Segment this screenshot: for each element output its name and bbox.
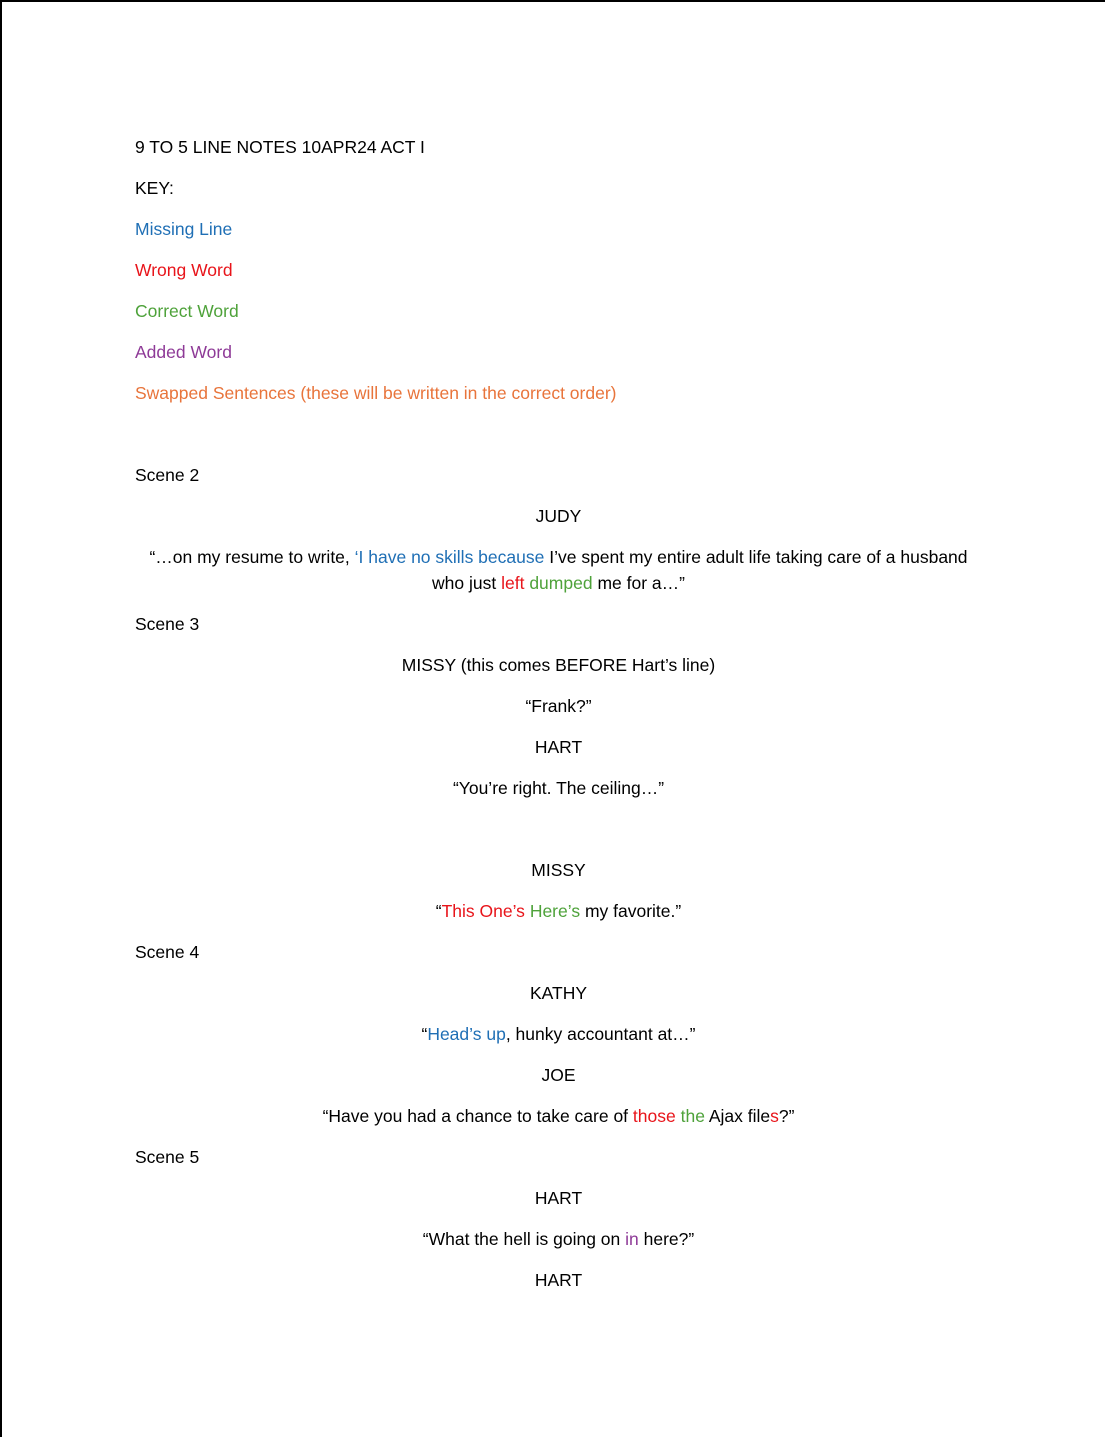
dialogue-text: “	[421, 1024, 428, 1044]
dialogue-text: “…on my resume to write,	[149, 547, 355, 567]
dialogue-text: Ajax file	[704, 1106, 771, 1126]
character-name: HART	[534, 737, 583, 757]
wrong-word-text: those	[632, 1106, 676, 1126]
key-wrong-word: Wrong Word	[135, 260, 233, 280]
character-name: MISSY (this comes BEFORE Hart’s line)	[401, 655, 716, 675]
dialogue-text: , hunky accountant at…”	[505, 1024, 696, 1044]
dialogue-text: here?”	[638, 1229, 695, 1249]
character-name: MISSY	[531, 860, 586, 880]
character-name: HART	[534, 1270, 583, 1290]
document-body	[135, 134, 982, 1308]
dialogue-text: I’ve spent my entire adult life taking care of a husband who just	[432, 547, 968, 593]
dialogue-line	[135, 1021, 982, 1047]
character-name: JUDY	[535, 506, 582, 526]
wrong-word-text: left	[501, 573, 525, 593]
dialogue-line: “Frank?”	[525, 696, 592, 716]
dialogue-text: ?”	[778, 1106, 795, 1126]
key-label: KEY:	[135, 178, 174, 198]
added-word-text: in	[625, 1229, 639, 1249]
character-name: JOE	[541, 1065, 576, 1085]
dialogue-line	[135, 544, 982, 596]
key-correct-word: Correct Word	[135, 301, 239, 321]
dialogue-text: me for a…”	[592, 573, 685, 593]
correct-word-text: Here’s	[529, 901, 581, 921]
dialogue-text: my favorite.”	[580, 901, 682, 921]
dialogue-line	[135, 898, 982, 924]
dialogue-text: “Have you had a chance to take care of	[322, 1106, 633, 1126]
dialogue-line	[135, 1103, 982, 1129]
blank-line	[135, 816, 982, 842]
key-missing-line: Missing Line	[135, 219, 233, 239]
wrong-word-text: s	[770, 1106, 779, 1126]
scene-heading: Scene 5	[135, 1147, 200, 1167]
missing-line-text: Head’s up	[427, 1024, 506, 1044]
correct-word-text: dumped	[529, 573, 593, 593]
character-name: KATHY	[529, 983, 588, 1003]
blank-line	[135, 421, 982, 447]
scene-heading: Scene 4	[135, 942, 200, 962]
scene-heading: Scene 2	[135, 465, 200, 485]
missing-line-text: ‘I have no skills because	[354, 547, 545, 567]
dialogue-text: “	[435, 901, 442, 921]
scene-heading: Scene 3	[135, 614, 200, 634]
wrong-word-text: This One’s	[441, 901, 525, 921]
character-name: HART	[534, 1188, 583, 1208]
dialogue-text: “What the hell is going on	[422, 1229, 626, 1249]
key-swapped-sentences: Swapped Sentences (these will be written in the correct order)	[135, 383, 617, 403]
key-added-word: Added Word	[135, 342, 232, 362]
dialogue-line	[135, 1226, 982, 1252]
dialogue-line: “You’re right. The ceiling…”	[452, 778, 665, 798]
document-title: 9 TO 5 LINE NOTES 10APR24 ACT I	[135, 137, 425, 157]
correct-word-text: the	[680, 1106, 705, 1126]
